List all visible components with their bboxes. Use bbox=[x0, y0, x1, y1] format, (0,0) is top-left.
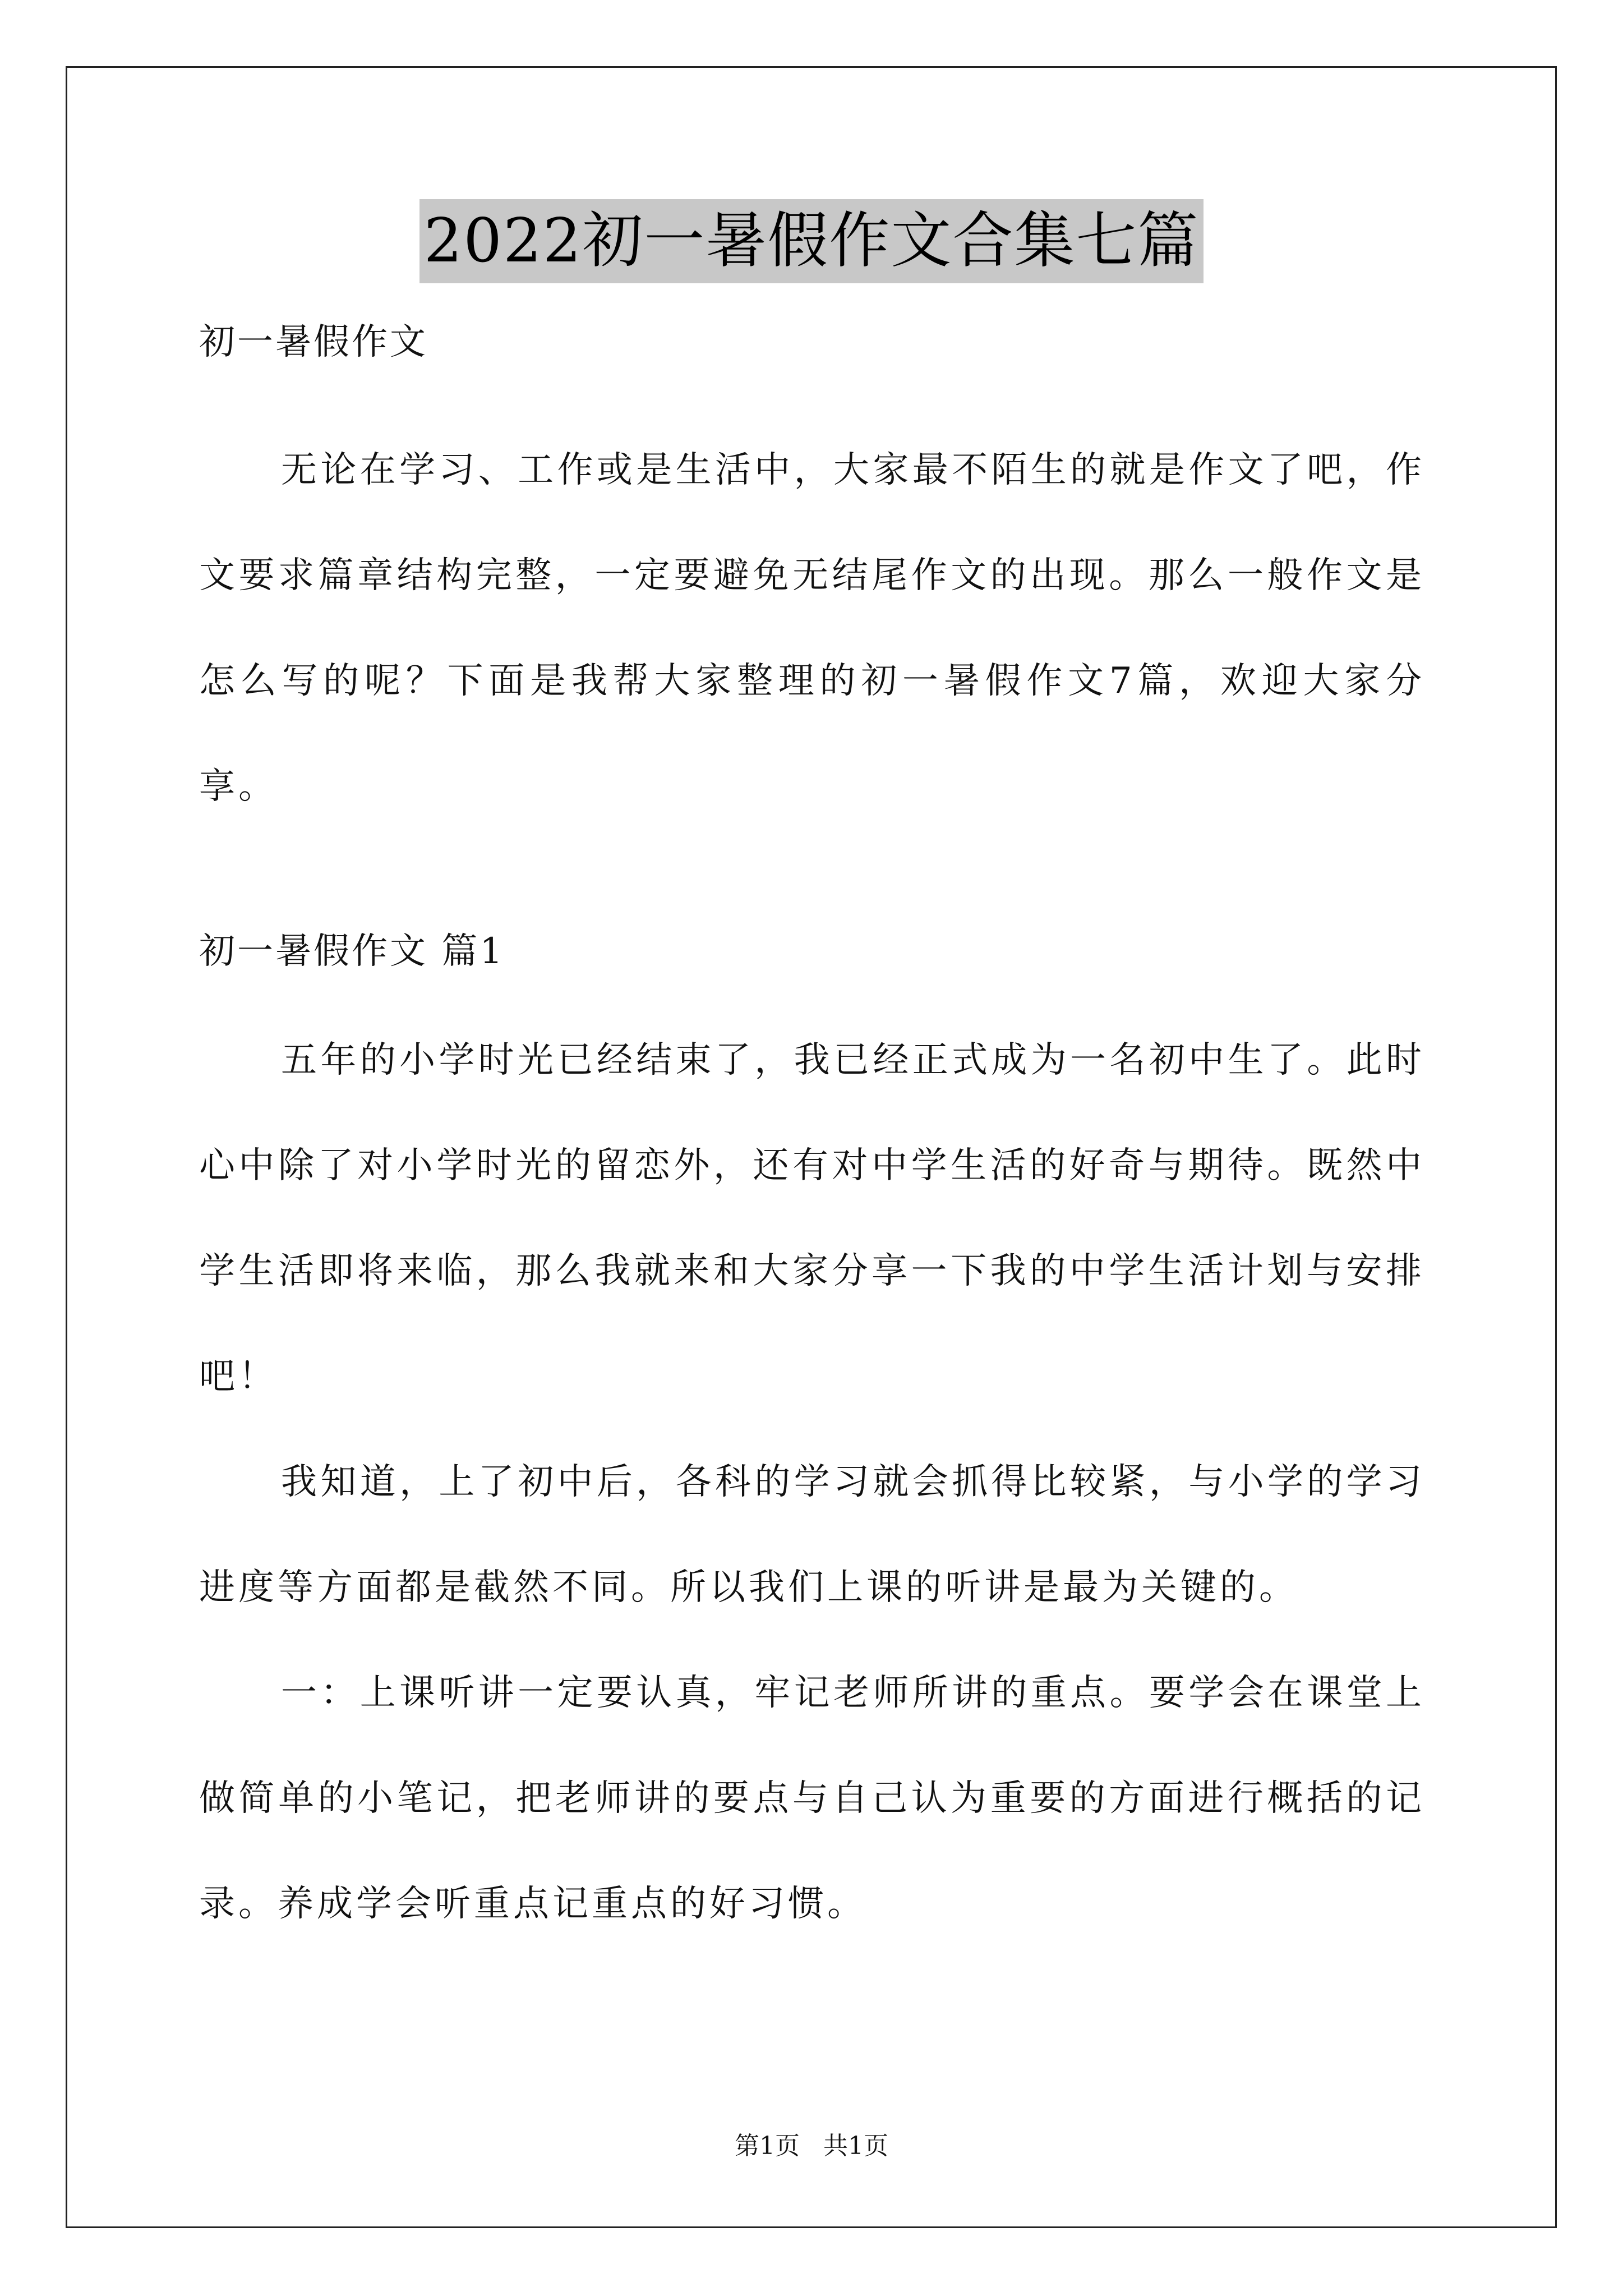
body-paragraph: 一：上课听讲一定要认真，牢记老师所讲的重点。要学会在课堂上做简单的小笔记，把老师讲的要点与自己认为重要的方面进行概括的记录。养成学会听重点记重点的好习惯。 bbox=[199, 1672, 1425, 1925]
intro-heading: 初一暑假作文 bbox=[199, 321, 428, 363]
intro-paragraph: 无论在学习、工作或是生活中，大家最不陌生的就是作文了吧，作文要求篇章结构完整，一定要避免无结尾作文的出现。那么一般作文是怎么写的呢？下面是我帮大家整理的初一暑假作文7篇，欢迎大家分享。 bbox=[199, 449, 1425, 807]
page-footer: 第1页 共1页 bbox=[735, 2132, 888, 2160]
document-title: 2022初一暑假作文合集七篇 bbox=[419, 199, 1204, 283]
body-paragraph: 五年的小学时光已经结束了，我已经正式成为一名初中生了。此时心中除了对小学时光的留恋外，还有对中学生活的好奇与期待。既然中学生活即将来临，那么我就来和大家分享一下我的中学生活计划与安排吧！ bbox=[199, 1039, 1425, 1397]
document-body bbox=[199, 314, 1425, 1957]
body-paragraph: 我知道，上了初中后，各科的学习就会抓得比较紧，与小学的学习进度等方面都是截然不同。所以我们上课的听讲是最为关键的。 bbox=[199, 1461, 1425, 1608]
section-heading: 初一暑假作文 篇1 bbox=[199, 931, 505, 972]
title-container bbox=[0, 199, 1623, 283]
